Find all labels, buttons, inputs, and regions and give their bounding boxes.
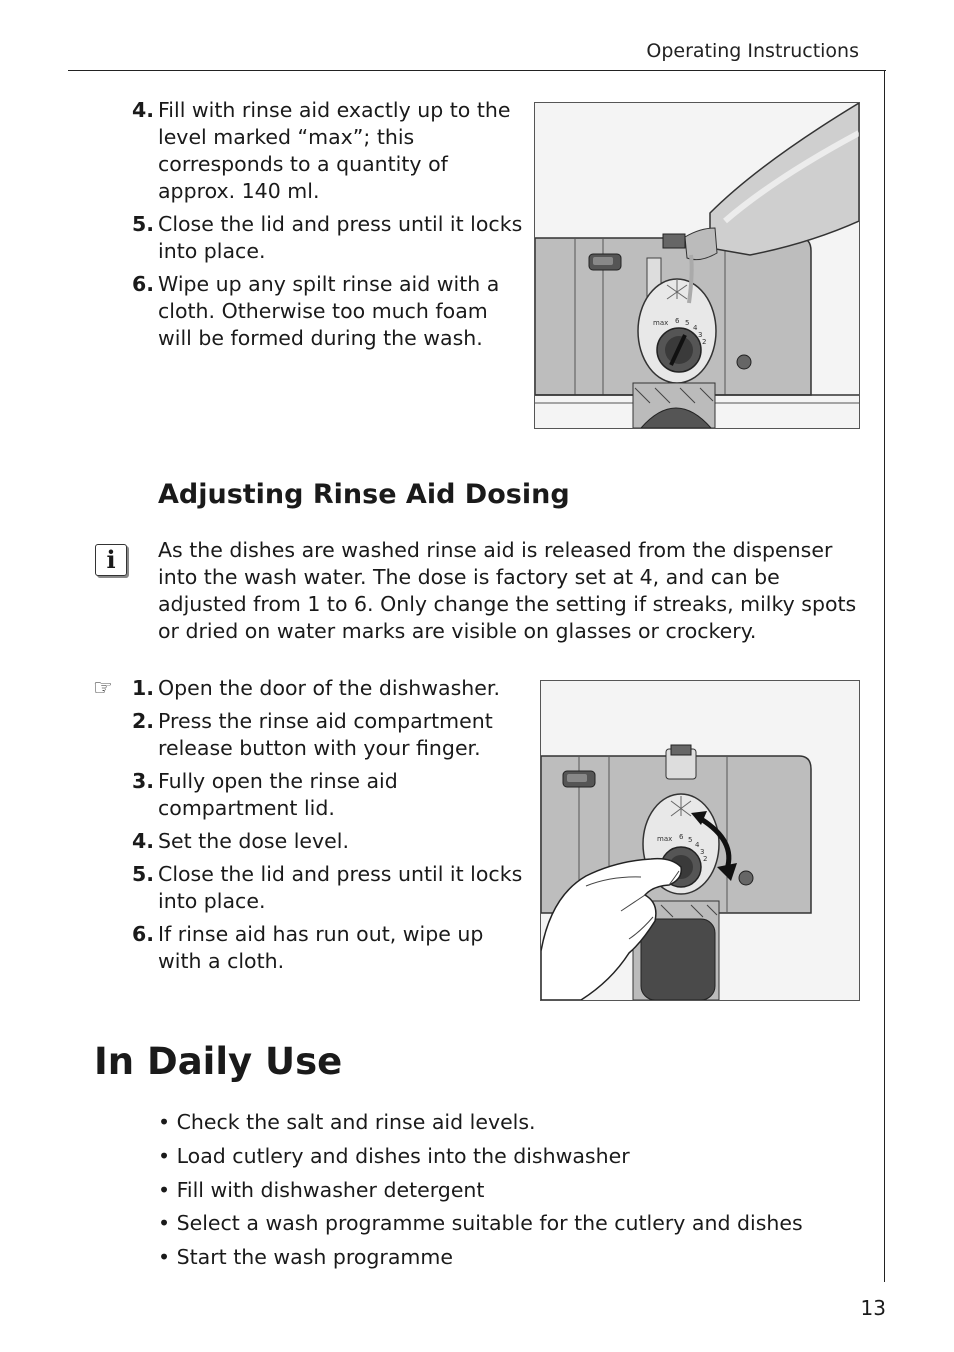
step-text: Fill with rinse aid exactly up to the level marked “max”; this corresponds to a quantity of approx. 140 ml. <box>158 98 511 203</box>
page-title: In Daily Use <box>94 1040 343 1083</box>
step-text: Wipe up any spilt rinse aid with a cloth. Otherwise too much foam will be formed during the wash. <box>158 272 500 350</box>
step-number: 6. <box>132 922 155 946</box>
daily-use-bullets <box>158 1109 858 1278</box>
step-text: Open the door of the dishwasher. <box>158 676 500 700</box>
dial-number: 6 <box>679 833 684 841</box>
dial-max-label: max <box>653 319 669 327</box>
pointing-hand-icon: ☞ <box>93 676 113 701</box>
dial-number: 4 <box>695 841 700 849</box>
dial-number: 6 <box>675 317 680 325</box>
step-text: Press the rinse aid compartment release button with your finger. <box>158 709 493 760</box>
step-text: Set the dose level. <box>158 829 349 853</box>
adjust-step <box>132 768 527 822</box>
adjust-step <box>132 921 527 975</box>
refill-steps-list <box>132 97 527 358</box>
dial-number: 3 <box>700 848 705 856</box>
step-text: Fully open the rinse aid compartment lid. <box>158 769 398 820</box>
step-number: 5. <box>132 212 155 236</box>
step-number: 3. <box>132 769 155 793</box>
step-number: 1. <box>132 676 155 700</box>
refill-step <box>132 97 527 205</box>
bullet-item: • Check the salt and rinse aid levels. <box>158 1110 536 1134</box>
dial-number: 5 <box>685 319 690 327</box>
dial-number: 5 <box>688 836 693 844</box>
adjust-step <box>132 861 527 915</box>
header-rule <box>68 70 886 71</box>
step-text: If rinse aid has run out, wipe up with a cloth. <box>158 922 484 973</box>
bullet-item: • Fill with dishwasher detergent <box>158 1177 485 1202</box>
section-heading: Adjusting Rinse Aid Dosing <box>158 479 570 510</box>
page-number: 13 <box>860 1296 886 1320</box>
step-number: 4. <box>132 98 155 122</box>
dose-dial-adjust-illustration <box>540 680 860 1001</box>
adjust-steps-list <box>132 675 527 981</box>
dial-number: 2 <box>702 338 707 346</box>
dial-max-label: max <box>657 835 673 843</box>
adjust-step <box>132 708 527 762</box>
dial-number: 3 <box>698 331 703 339</box>
refill-step <box>132 211 527 265</box>
rinse-aid-pouring-illustration <box>534 102 860 429</box>
refill-step <box>132 271 527 352</box>
info-icon: i <box>95 544 127 576</box>
margin-rule <box>884 70 885 1282</box>
step-number: 6. <box>132 272 155 296</box>
step-number: 5. <box>132 862 155 886</box>
info-paragraph: As the dishes are washed rinse aid is released from the dispenser into the wash water. The dose is factory set at 4, and can be adjusted from 1 to 6. Only change the setting if streaks, milky spots or dried on water marks are visible on glasses or crockery. <box>158 538 857 643</box>
adjust-step <box>132 828 527 855</box>
dial-number: 4 <box>693 324 698 332</box>
step-text: Close the lid and press until it locks into place. <box>158 212 523 263</box>
adjust-step <box>132 675 527 702</box>
step-text: Close the lid and press until it locks into place. <box>158 862 523 913</box>
bullet-item: • Start the wash programme <box>158 1245 453 1270</box>
bullet-item: • Load cutlery and dishes into the dishwasher <box>158 1143 630 1168</box>
dial-number: 2 <box>703 855 708 863</box>
step-number: 2. <box>132 709 155 733</box>
bullet-item: • Select a wash programme suitable for the cutlery and dishes <box>158 1211 803 1236</box>
step-number: 4. <box>132 829 155 853</box>
running-header: Operating Instructions <box>646 40 859 62</box>
